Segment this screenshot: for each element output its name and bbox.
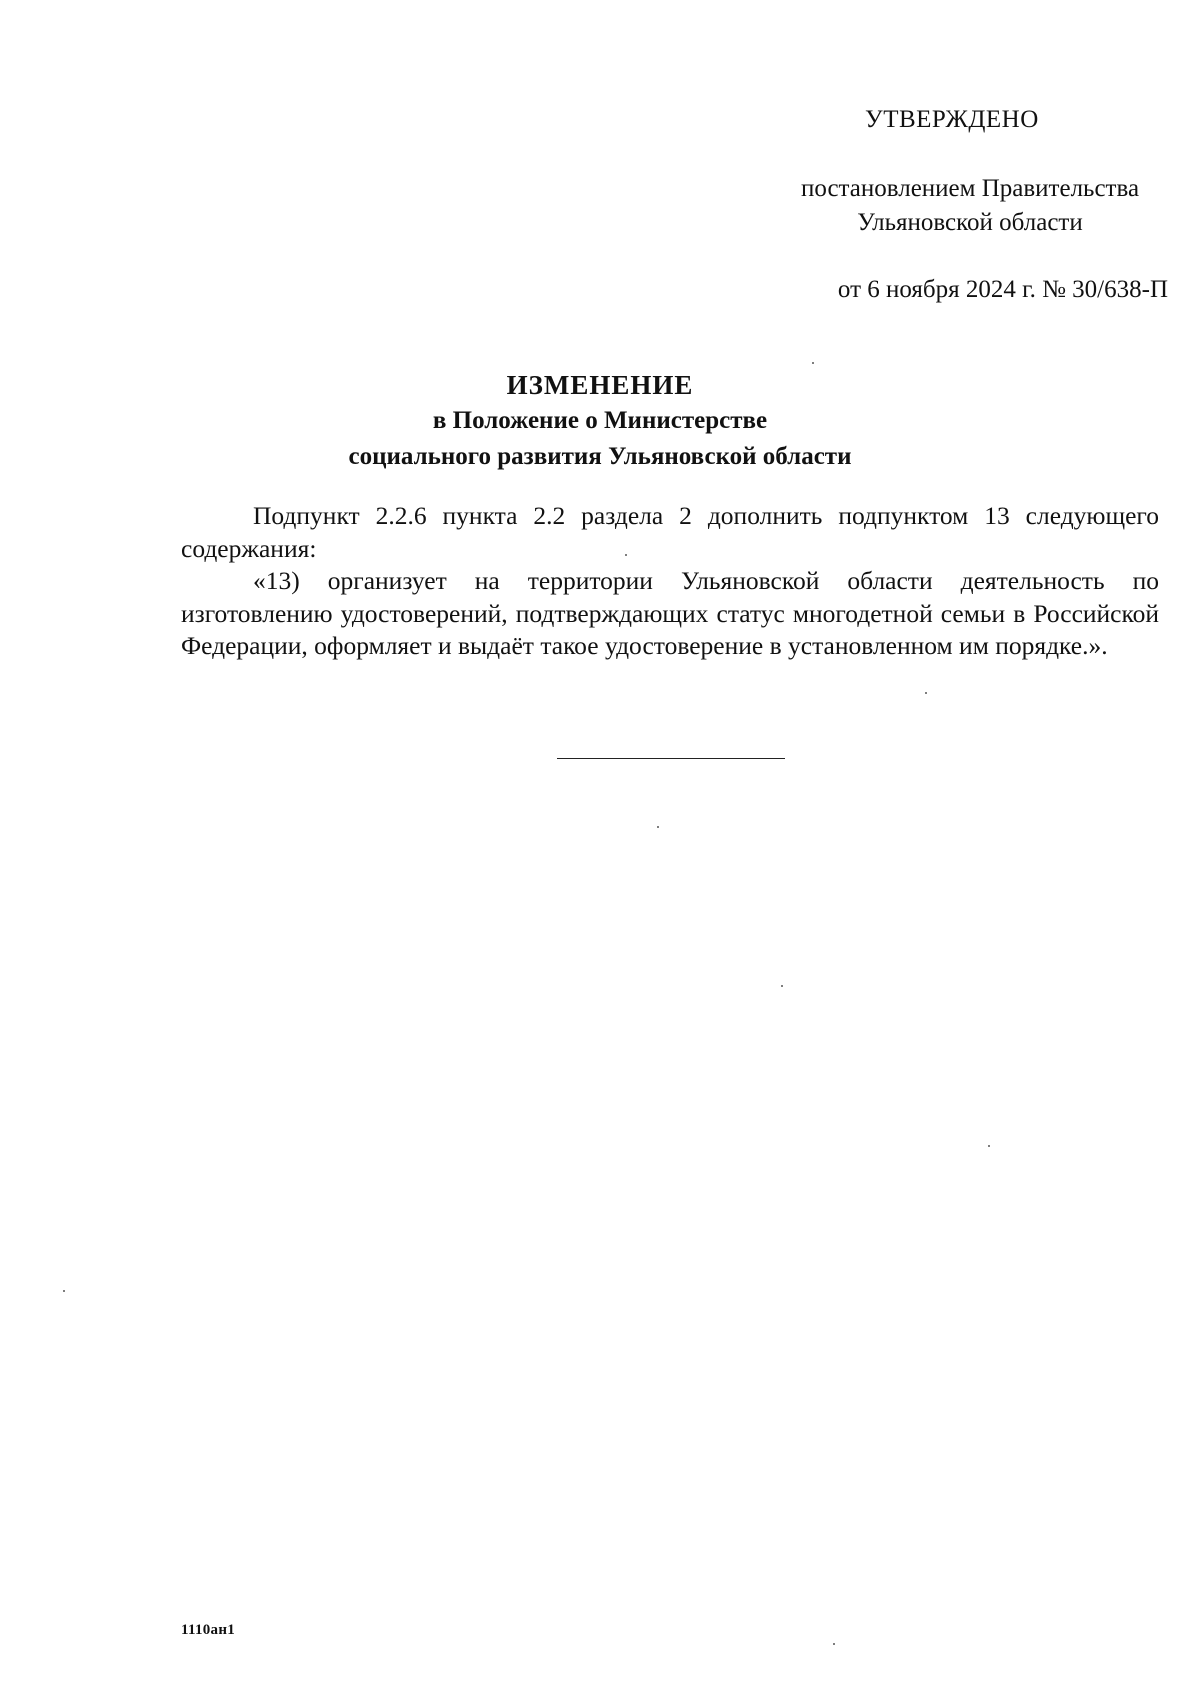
title-line2: в Положение о Министерстве <box>432 407 768 434</box>
approval-issuer-line1: постановлением Правительства <box>800 175 1140 202</box>
title-main: ИЗМЕНЕНИЕ <box>506 370 694 400</box>
body-paragraph-1: Подпункт 2.2.6 пункта 2.2 раздела 2 дополнить подпунктом 13 следующего содержания: <box>181 501 1159 563</box>
title-line3: социального развития Ульяновской области <box>348 443 852 470</box>
scan-speck <box>781 985 783 987</box>
body-paragraph-2: «13) организует на территории Ульяновской области деятельность по изготовлению удостоверений, подтверждающих статус многодетной семьи в Российской Федерации, оформляет и выдаёт такое удостоверение в установленном им порядке.». <box>181 566 1159 660</box>
document-body <box>181 500 1159 663</box>
scan-speck <box>812 362 814 364</box>
scan-speck <box>625 554 627 556</box>
scan-speck <box>657 826 659 828</box>
document-title <box>260 367 940 475</box>
document-code: 1110ан1 <box>181 1622 236 1638</box>
scan-speck <box>925 692 927 694</box>
scan-speck <box>833 1643 835 1645</box>
approval-date-number: от 6 ноября 2024 г. № 30/638-П <box>837 276 1168 303</box>
approval-stamp-word: УТВЕРЖДЕНО <box>865 106 1039 133</box>
end-divider-line <box>557 758 785 759</box>
scan-speck <box>988 1145 990 1147</box>
approval-issuer-line2: Ульяновской области <box>857 209 1083 236</box>
scan-speck <box>63 1290 65 1292</box>
approval-issuer <box>755 172 1185 240</box>
